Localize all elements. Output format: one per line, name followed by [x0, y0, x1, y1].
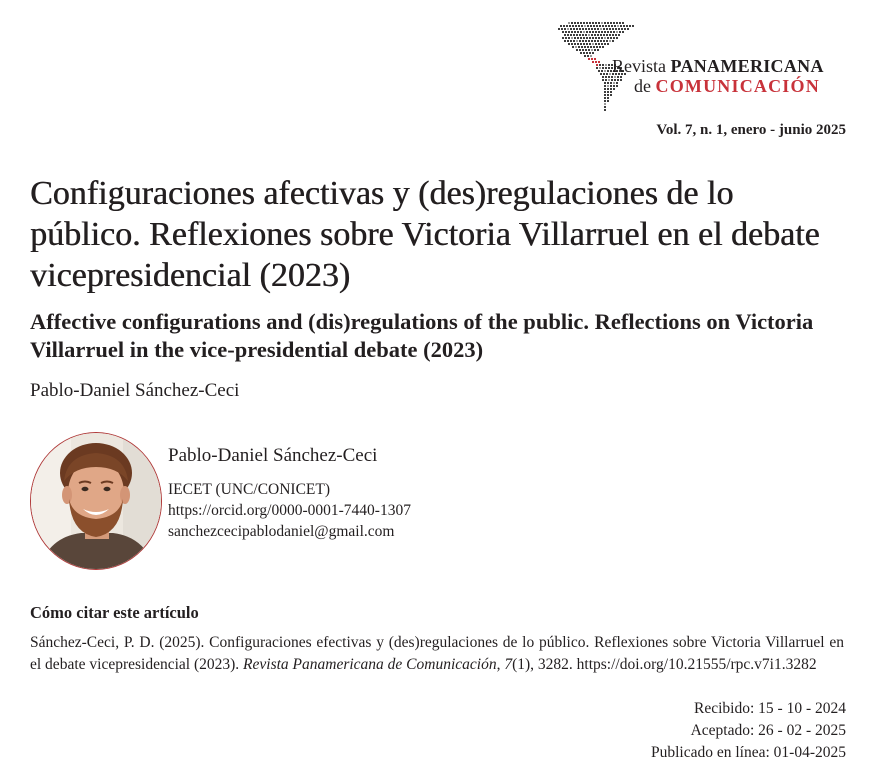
citation-heading: Cómo citar este artículo — [30, 603, 199, 622]
author-card — [168, 444, 411, 542]
issue-info: Vol. 7, n. 1, enero - junio 2025 — [656, 122, 846, 138]
citation-doi[interactable]: (1), 3282. https://doi.org/10.21555/rpc.v7i1.3282 — [512, 656, 817, 673]
date-published: Publicado en línea: 01-04-2025 — [651, 744, 846, 761]
logo-de: de — [634, 76, 656, 96]
logo-revista: Revista — [612, 56, 671, 76]
author-photo — [30, 432, 162, 570]
citation-journal: Revista Panamericana de Comunicación — [243, 656, 497, 673]
author-orcid-link[interactable]: https://orcid.org/0000-0001-7440-1307 — [168, 502, 411, 519]
article-title-es: Configuraciones afectivas y (des)regulaciones de lo público. Reflexiones sobre Victoria Villarruel en el debate vicepresidencial (2023) — [30, 175, 820, 294]
author-affiliation: IECET (UNC/CONICET) — [168, 481, 331, 498]
author-name: Pablo-Daniel Sánchez-Ceci — [168, 445, 378, 466]
author-byline: Pablo-Daniel Sánchez-Ceci — [30, 380, 240, 401]
citation-text — [30, 632, 844, 676]
logo-panamericana: PANAMERICANA — [670, 56, 824, 76]
article-dates — [651, 698, 846, 764]
author-email-link[interactable]: sanchezcecipablodaniel@gmail.com — [168, 523, 395, 540]
date-accepted: Aceptado: 26 - 02 - 2025 — [690, 722, 846, 739]
logo-comunicacion: COMUNICACIÓN — [655, 76, 820, 96]
citation-sep: , — [496, 656, 505, 673]
citation-volume: 7 — [504, 656, 513, 673]
journal-logo-text — [612, 56, 824, 96]
date-received: Recibido: 15 - 10 - 2024 — [694, 700, 846, 717]
article-title-en: Affective configurations and (dis)regulations of the public. Reflections on Victoria Villarruel in the vice-presidential debate (2023) — [30, 309, 814, 362]
citation-authors-title: Sánchez-Ceci, P. D. (2025). Configuraciones efectivas y (des)regulaciones de lo público. Reflexiones sobre Victoria Villarruel en el debate vicepresidencial (2023). — [30, 634, 844, 673]
author-portrait-illustration — [31, 433, 161, 569]
